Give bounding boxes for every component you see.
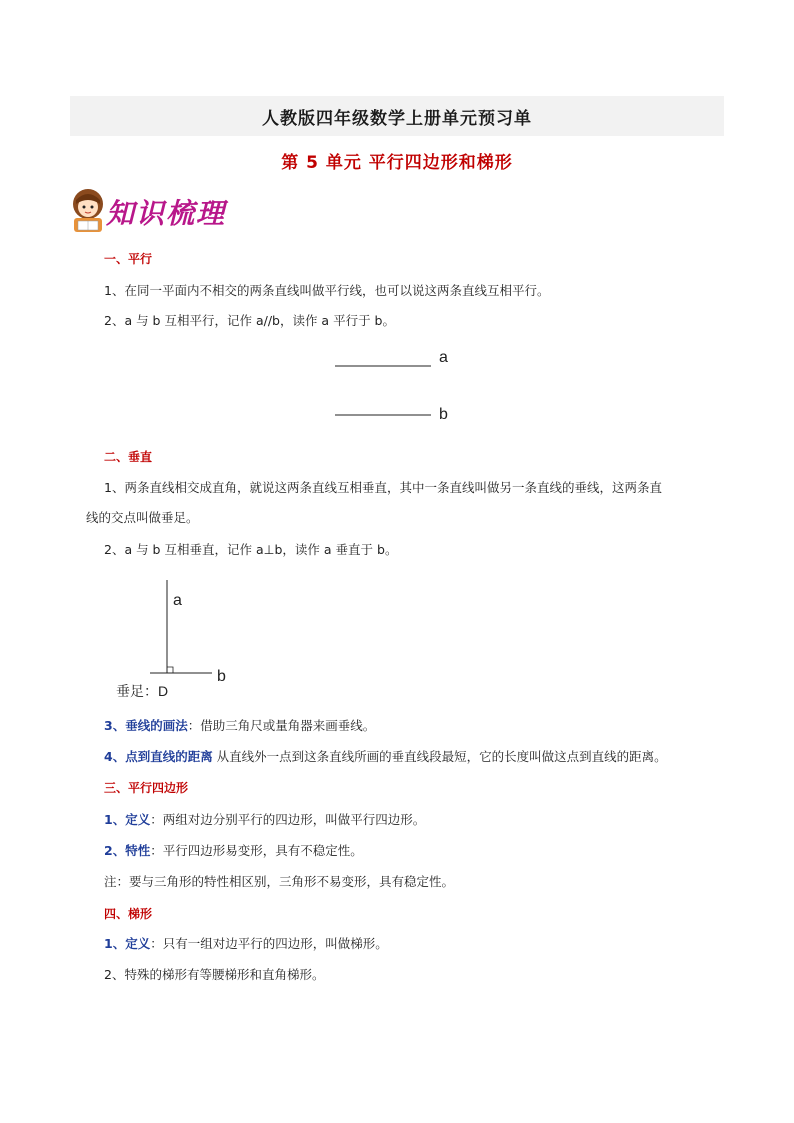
paragraph (104, 716, 375, 736)
title-bar (70, 96, 724, 136)
paragraph: 1、在同一平面内不相交的两条直线叫做平行线，也可以说这两条直线互相平行。 (104, 283, 550, 298)
perpendicular-diagram (150, 575, 220, 685)
term-text: 从直线外一点到这条直线所画的垂直线段最短，它的长度叫做这点到直线的距离。 (212, 749, 667, 764)
term-label: 1、定义 (104, 812, 151, 827)
page-title: 人教版四年级数学上册单元预习单 (262, 108, 532, 129)
section-heading-perpendicular: 二、垂直 (104, 450, 153, 464)
term-label: 4、点到直线的距离 (104, 749, 213, 764)
paragraph: 2、a 与 b 互相垂直，记作 a⊥b，读作 a 垂直于 b。 (104, 542, 398, 557)
page-subtitle: 第 5 单元 平行四边形和梯形 (281, 153, 513, 173)
term-label: 1、定义 (104, 936, 151, 951)
banner-title: 知识梳理 (106, 197, 227, 230)
paragraph (104, 934, 388, 954)
paragraph: 线的交点叫做垂足。 (86, 510, 199, 525)
section-heading-parallelogram: 三、平行四边形 (104, 781, 189, 795)
paragraph (104, 841, 363, 861)
term-label: 2、特性 (104, 843, 151, 858)
right-angle-mark (167, 667, 173, 673)
foot-label: 垂足：D (116, 683, 169, 699)
paragraph: 1、两条直线相交成直角，就说这两条直线互相垂直，其中一条直线叫做另一条直线的垂线，这两条直 (104, 480, 662, 495)
paragraph (104, 810, 425, 830)
note: 注：要与三角形的特性相区别，三角形不易变形，具有稳定性。 (104, 874, 455, 889)
label-b: b (217, 668, 226, 685)
paragraph: 2、特殊的梯形有等腰梯形和直角梯形。 (104, 967, 325, 982)
section-heading-trapezoid: 四、梯形 (104, 907, 153, 921)
section-heading-parallel: 一、平行 (104, 252, 153, 266)
label-a: a (173, 592, 182, 609)
paragraph (104, 747, 667, 767)
paragraph: 2、a 与 b 互相平行，记作 a//b，读作 a 平行于 b。 (104, 313, 395, 328)
label-b: b (439, 406, 448, 423)
term-label: 3、垂线的画法 (104, 718, 188, 733)
term-text: ：只有一组对边平行的四边形，叫做梯形。 (150, 936, 388, 951)
term-text: ：两组对边分别平行的四边形，叫做平行四边形。 (150, 812, 426, 827)
term-text: ：借助三角尺或量角器来画垂线。 (187, 718, 376, 733)
term-text: ：平行四边形易变形，具有不稳定性。 (150, 843, 363, 858)
label-a: a (439, 349, 448, 366)
